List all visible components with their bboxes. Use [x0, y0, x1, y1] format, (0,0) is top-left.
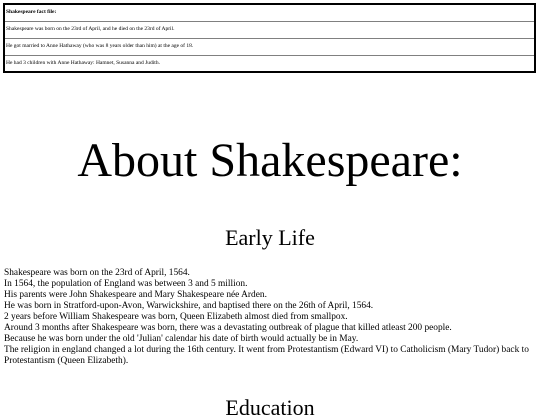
early-life-line: He was born in Stratford-upon-Avon, Warwickshire, and baptised there on the 26th of April, 1564. — [4, 301, 374, 311]
early-life-line: Around 3 months after Shakespeare was born, there was a devastating outbreak of plague that killed atleast 200 people. — [4, 323, 452, 333]
early-life-line: 2 years before William Shakespeare was born, Queen Elizabeth almost died from smallpox. — [4, 312, 348, 322]
table-row — [4, 4, 535, 21]
education-heading: Education — [225, 395, 315, 420]
fact-file-table — [3, 3, 536, 73]
table-row — [4, 55, 535, 72]
fact-file-header: Shakespeare fact file: — [4, 4, 535, 21]
fact-cell: He had 3 children with Anne Hathaway: Hamnet, Susanna and Judith. — [4, 55, 535, 72]
early-life-line: Because he was born under the old 'Julian' calendar his date of birth would actually be in May. — [4, 334, 359, 344]
table-row — [4, 21, 535, 38]
early-life-line: The religion in england changed a lot during the 16th century. It went from Protestantism (Edward VI) to Catholicism (Mary Tudor) back to Protestantism (Queen Elizabeth). — [4, 345, 529, 366]
early-life-text — [4, 268, 536, 367]
early-life-line: In 1564, the population of England was between 3 and 5 million. — [4, 279, 248, 289]
page-title: About Shakespeare: — [77, 134, 463, 187]
early-life-line: Shakespeare was born on the 23rd of April, 1564. — [4, 268, 190, 278]
fact-cell: He got married to Anne Hathaway (who was 8 years older than him) at the age of 18. — [4, 38, 535, 55]
early-life-line: His parents were John Shakespeare and Mary Shakespeare née Arden. — [4, 290, 267, 300]
table-row — [4, 38, 535, 55]
early-life-heading: Early Life — [225, 225, 315, 250]
fact-cell: Shakespeare was born on the 23rd of April, and he died on the 23rd of April. — [4, 21, 535, 38]
